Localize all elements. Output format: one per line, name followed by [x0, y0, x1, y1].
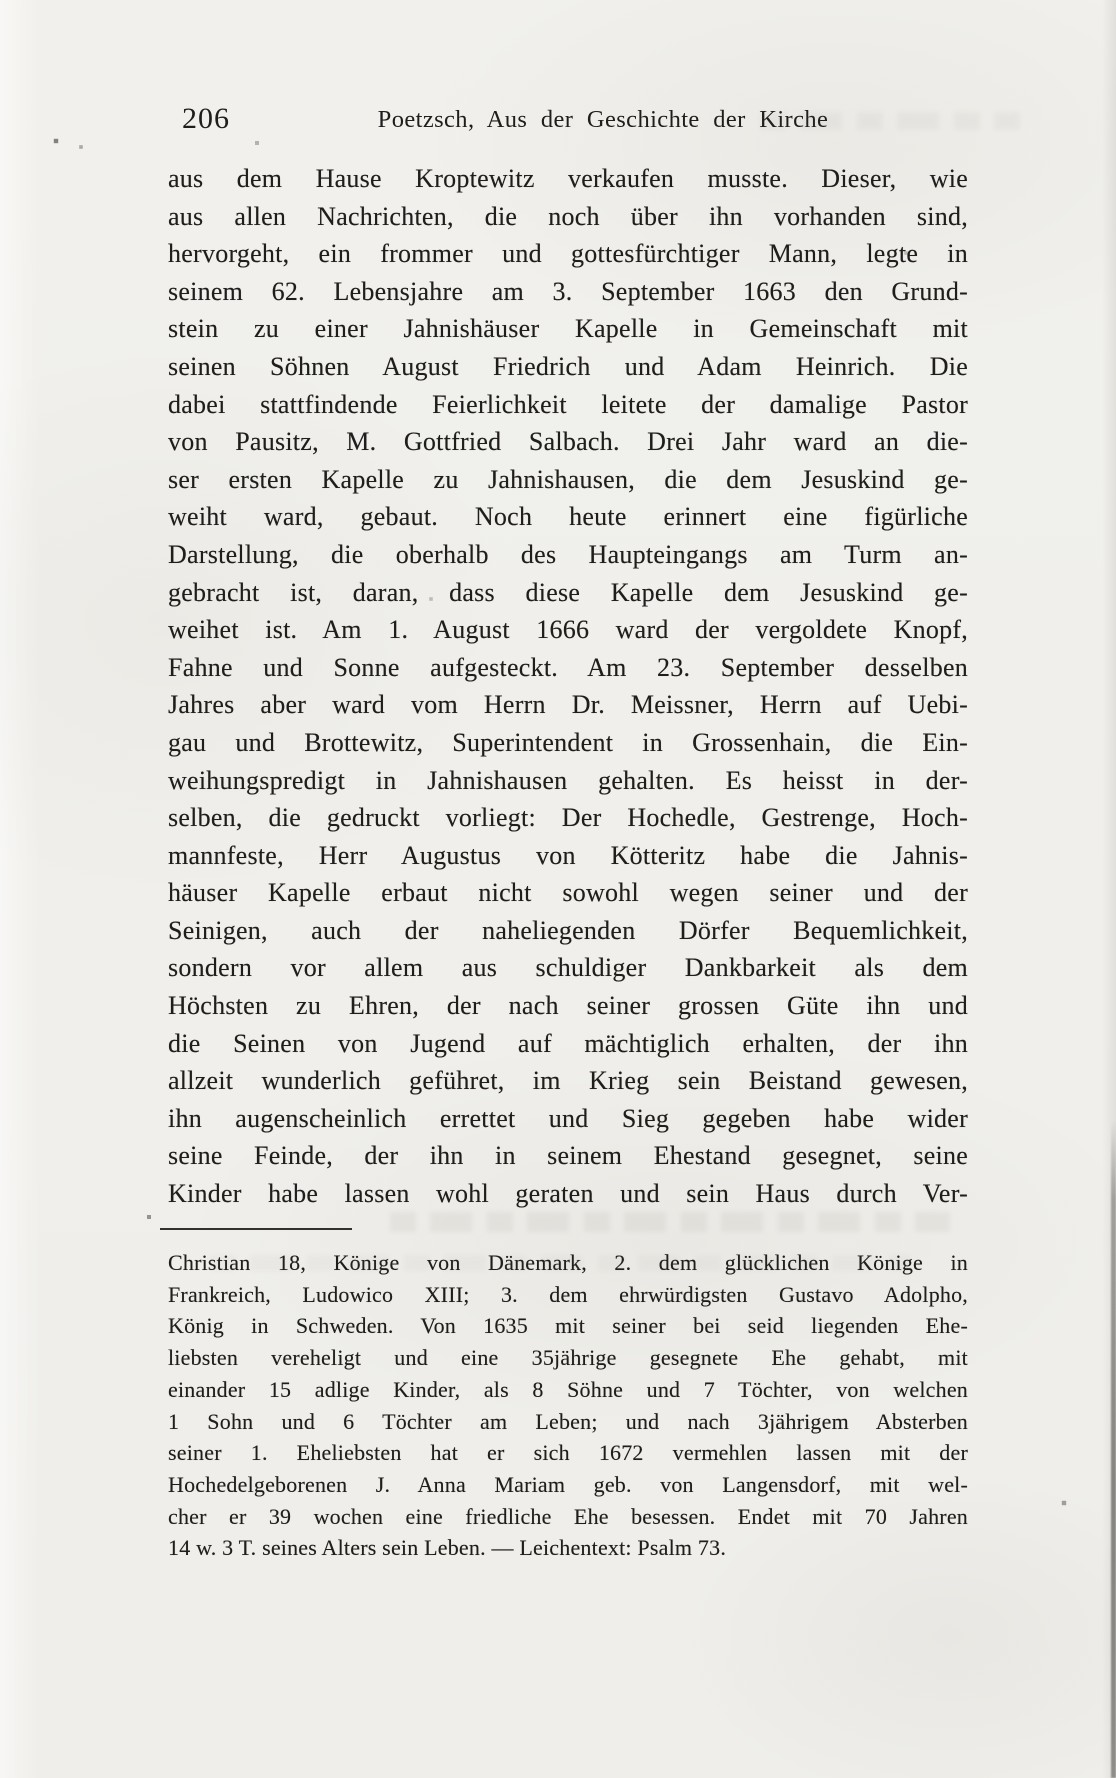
- footnote-line: liebsten vereheligt und eine 35jährige gesegnete Ehe gehabt, mit: [168, 1345, 968, 1371]
- body-text-line: aus allen Nachrichten, die noch über ihn vorhanden sind,: [168, 201, 968, 231]
- body-text-line: sondern vor allem aus schuldiger Dankbarkeit als dem: [168, 953, 968, 983]
- body-text-line: gebracht ist, daran, dass diese Kapelle dem Jesuskind ge-: [168, 577, 968, 607]
- body-text-line: häuser Kapelle erbaut nicht sowohl wegen seiner und der: [168, 878, 968, 908]
- footnote-line: 14 w. 3 T. seines Alters sein Leben. — Leichentext: Psalm 73.: [168, 1535, 727, 1561]
- body-text-line: mannfeste, Herr Augustus von Kötteritz habe die Jahnis-: [168, 840, 968, 870]
- body-text-line: aus dem Hause Kroptewitz verkaufen musste. Dieser, wie: [168, 164, 968, 193]
- footnote-block: [168, 1247, 968, 1564]
- body-text-line: stein zu einer Jahnishäuser Kapelle in Gemeinschaft mit: [168, 314, 968, 344]
- page-number: 206: [182, 102, 230, 135]
- body-text-line: hervorgeht, ein frommer und gottesfürchtiger Mann, legte in: [168, 239, 968, 269]
- body-text-line: Höchsten zu Ehren, der nach seiner grossen Güte ihn und: [168, 991, 968, 1021]
- footnote-line: Frankreich, Ludowico XIII; 3. dem ehrwürdigsten Gustavo Adolpho,: [168, 1281, 968, 1307]
- footnote-line: cher er 39 wochen eine friedliche Ehe besessen. Endet mit 70 Jahren: [168, 1503, 968, 1529]
- body-text-line: ser ersten Kapelle zu Jahnishausen, die dem Jesuskind ge-: [168, 464, 968, 494]
- footnote-line: Hochedelgeborenen J. Anna Mariam geb. von Langensdorf, mit wel-: [168, 1471, 968, 1497]
- body-text-line: weihungspredigt in Jahnishausen gehalten. Es heisst in der-: [168, 765, 968, 795]
- scan-edge-shade: [1102, 0, 1116, 1778]
- body-text-line: seine Feinde, der ihn in seinem Ehestand gesegnet, seine: [168, 1141, 968, 1171]
- footnote-line: König in Schweden. Von 1635 mit seiner bei seid liegenden Ehe-: [168, 1313, 968, 1339]
- footnote-line: 1 Sohn und 6 Töchter am Leben; und nach 3jährigem Absterben: [168, 1408, 968, 1434]
- body-text-line: von Pausitz, M. Gottfried Salbach. Drei Jahr ward an die-: [168, 427, 968, 457]
- footnote-line: Christian 18, Könige von Dänemark, 2. dem glücklichen Könige in: [168, 1250, 968, 1275]
- body-text-line: gau und Brottewitz, Superintendent in Grossenhain, die Ein-: [168, 727, 968, 757]
- footnote-line: einander 15 adlige Kinder, als 8 Söhne und 7 Töchter, von welchen: [168, 1376, 968, 1402]
- body-text-line: allzeit wunderlich geführet, im Krieg sein Beistand gewesen,: [168, 1066, 968, 1096]
- scan-edge-streak: [1111, 1120, 1116, 1778]
- body-text-line: selben, die gedruckt vorliegt: Der Hochedle, Gestrenge, Hoch-: [168, 803, 968, 833]
- body-text-line: seinem 62. Lebensjahre am 3. September 1663 den Grund-: [168, 276, 968, 306]
- body-text-line: weiht ward, gebaut. Noch heute erinnert eine figürliche: [168, 502, 968, 532]
- body-text-line: die Seinen von Jugend auf mächtiglich erhalten, der ihn: [168, 1028, 968, 1058]
- body-text-line: weihet ist. Am 1. August 1666 ward der vergoldete Knopf,: [168, 615, 968, 645]
- scan-speck-artifacts: [0, 0, 2, 2]
- body-text-line: ihn augenscheinlich errettet und Sieg gegeben habe wider: [168, 1103, 968, 1133]
- body-text-line: Kinder habe lassen wohl geraten und sein Haus durch Ver-: [168, 1179, 968, 1209]
- footnote-line: seiner 1. Eheliebsten hat er sich 1672 vermehlen lassen mit der: [168, 1440, 968, 1466]
- body-text-line: Jahres aber ward vom Herrn Dr. Meissner, Herrn auf Uebi-: [168, 690, 968, 720]
- body-text-line: dabei stattfindende Feierlichkeit leitete der damalige Pastor: [168, 389, 968, 419]
- body-text-line: Fahne und Sonne aufgesteckt. Am 23. September desselben: [168, 652, 968, 682]
- bleed-through-artifact: [390, 1212, 950, 1232]
- footnote-separator-rule: [160, 1228, 352, 1230]
- body-text-line: seinen Söhnen August Friedrich und Adam Heinrich. Die: [168, 351, 968, 381]
- main-text-block: [168, 160, 968, 1213]
- page-header: [168, 100, 968, 144]
- running-header-title: Poetzsch, Aus der Geschichte der Kirche: [377, 106, 829, 133]
- body-text-line: Darstellung, die oberhalb des Haupteingangs am Turm an-: [168, 539, 968, 569]
- body-text-line: Seinigen, auch der naheliegenden Dörfer Bequemlichkeit,: [168, 915, 968, 945]
